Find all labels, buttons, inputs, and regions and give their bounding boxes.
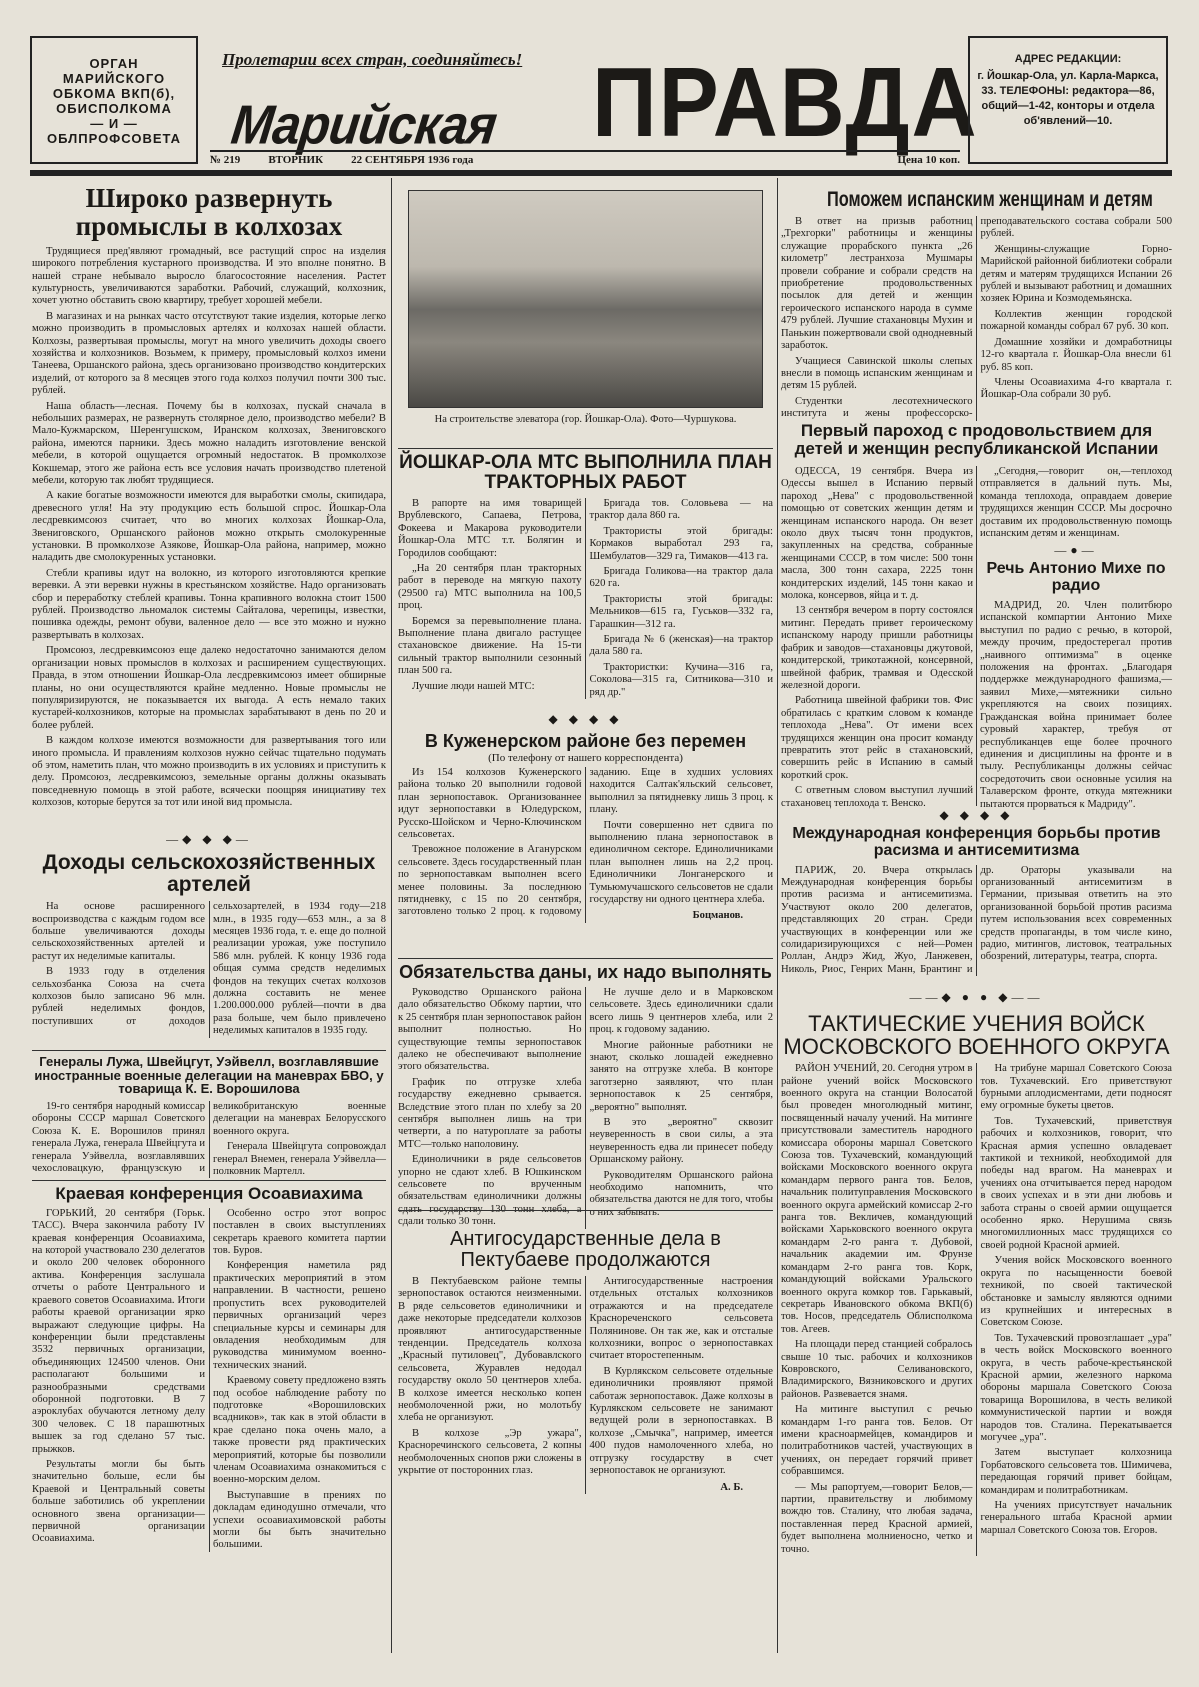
paragraph: Тревожное положение в Агануpском сельсовете. Здесь государственный план по зернопоставкам выполнен всего менее половины. За последнюю пятидневку, с 15 по 20 сентября, заготовлено только 2 проц. к годовому заданию. Еще в худших условиях находится Салтак'яльский сельсовет, выполнил за пятидневку лишь 3 проц. к плану. [398, 766, 773, 918]
article-kuzhener [398, 728, 773, 954]
paragraph: В Курлякском сельсовете отдельные единоличники проявляют прямой саботаж зернопоставок. Даже колхозы в Курлякском сельсовете не занимают ведущей роли в зернопоставках. В колхозе „Смычка", например, имеется 400 пудов намолоченного хлеба, но отгрузку государству в счет зернопоставок не организуют. [589, 1365, 773, 1477]
headline: Речь Антонио Михе по радио [986, 560, 1166, 595]
paragraph: Учения войск Московского военного округа по насыщенности боевой техникой, по своей тактической обстановке и замыслу являются одними из крупнейших и интересных в Советском Союзе. [980, 1255, 1172, 1329]
paragraph: На митинге выступил с речью командарм 1-го ранга тов. Белов. От имени красноармейцев, командиров и политработников частей, участвующих в учениях, он передает горячий привет собравшимся. [781, 1404, 973, 1478]
paragraph: Трудящиеся пред'являют громадный, все растущий спрос на изделия широкого потребления кустарного производства. И это вполне понятно. В нашей стране небывало выросло благосостояние населения. Растет культурность, увеличиваются заработки. Рабочий, служащий, колхозник, хочет уютно обставить свою квартиру, требует хорошей мебели. [32, 245, 386, 307]
paragraph: Особенно остро этот вопрос поставлен в своих выступлениях секретарь краевого комитета партии тов. Буров. [213, 1207, 386, 1257]
headline [781, 188, 1172, 211]
headline: Генералы Лужа, Швейцгут, Уэйвелл, возглавлявшие иностранные военные делегации на маневрах БВО, у товарища К. Е. Ворошилова [34, 1054, 384, 1097]
paragraph: Боремся за перевыполнение плана. Выполнение плана двигало растущее стахановское движение. На 15-ти сильный трактор выполнили сезонный план 500 га. [398, 615, 582, 677]
paragraph: Не лучше дело и в Марковском сельсовете. Здесь единоличники сдали всего лишь 9 центнеров хлеба, или 2 проц. к годовому заданию. [589, 986, 773, 1036]
article-body [32, 1208, 386, 1552]
article-body [398, 1276, 773, 1494]
column-rule [976, 466, 977, 806]
paragraph: Бригада № 6 (женская)—на трактор дала 580 га. [589, 633, 773, 658]
paragraph: Бригада Голикова—на трактор дала 620 га. [589, 565, 773, 590]
organ-line: ОБЛПРОФСОВЕТА [46, 131, 182, 146]
article-exercises [781, 1008, 1172, 1653]
paragraph: Единоличники в ряде сельсоветов упорно не сдают хлеб. В Юшкинском сельсовете по врученным обязательствам единоличники должны сдать государству 130 тонн хлеба, а сдали только 30 тонн. [398, 1154, 582, 1228]
paragraph: ПАРИЖ, 20. Вчера открылась Международная конференция борьбы против расизма и антисемитизма. Участвуют около 200 делегатов, представляющих 20 стран. Среди участвующих в конференции или же солидаризирующихся с ней—Ромен Роллан, Андрэ Жид, Жуо, Ланжевен, Николь, Риос, Генрих Манн, Брантинг и др. Ораторы указывали на организованный антисемитизм в Германии, призывая ответить на это организованной борьбой против расизма путем использования всех современных средств пропаганды, в том числе кино, радио, митингов, листовок, театральных обозрений, литературы, театра, спорта. [781, 864, 1172, 975]
article-spain-help [781, 184, 1172, 419]
ornament-divider: ◆ ◆ ◆ ◆ [939, 808, 1014, 822]
address-box [968, 36, 1168, 164]
ornament-divider: —●— [1054, 543, 1098, 558]
paragraph: Бригада тов. Соловьева — на трактор дала 860 га. [589, 497, 773, 522]
ornament-divider: ◆ ◆ ◆ ◆ [548, 712, 623, 726]
paragraph: На основе расширенного воспроизводства с каждым годом все больше увеличиваются доходы сельскохозяйственных артелей и растут их неделимые капиталы. [32, 901, 205, 962]
paragraph: — Мы рапортуем,—говорит Белов,—партии, правительству и любимому вождю тов. Сталину, что любая задача, поставленная перед Красной армией, будет выполнена молниеносно, четко и точно. [781, 1481, 973, 1555]
headline: Доходы сельскохозяйственных артелей [42, 851, 376, 897]
paragraph: На площади перед станцией собралось свыше 10 тыс. рабочих и колхозников Ковровского, Селивановского, Владимирского, Вязниковского и других районов. Развевается знамя. [781, 1339, 973, 1400]
subheadline: (По телефону от нашего корреспондента) [488, 751, 683, 764]
photo-elevator-construction [408, 190, 763, 408]
photo-caption: На строительстве элеватора (гор. Йошкар-Ола). Фото—Чуршукова. [434, 414, 737, 425]
column-rule [391, 178, 392, 1653]
article-body [980, 466, 1172, 540]
article-osoaviakhim [32, 1180, 386, 1650]
paragraph: Наша область—лесная. Почему бы в колхозах, пускай сначала в небольших размерах, не развернуть столярное дело, производство мебели? В Мало-Кужмарском, Шеренгушском, Иранском колхозах, Звениговского района, имеются парники. Здесь можно наладить изготовление венской мебели, в которой ощущается огромный недостаток. В промколхозе Кокшемар, этого же района есть все условия начать производство плетеной мебели, которую так любят трудящиеся. [32, 400, 386, 486]
paragraph: Многие районные работники не знают, сколько лошадей ежедневно занято на отгрузке хлеба. В конторе заготзерно заявляют, что план зернопоставок к 25 сентября, „вероятно" выполнят. [589, 1039, 773, 1113]
paragraph: На учениях присутствует начальник генерального штаба Красной армии маршал Советского Союза тов. Егоров. [980, 1500, 1172, 1536]
paragraph: МАДРИД, 20. Член политбюро испанской компартии Антонио Михе выступил по радио с речью, в которой, между прочим, предостерегал против „наивного оптимизма" в оценке положения на фронтах. „Благодаря поддержке международного фашизма,—заявил Михе,—мятежники сильно укрепляются на своих позициях. Гражданская война принимает более суровый характер, требуя от республиканцев еще более прочного единения и дисциплины на фронте и в тылу. Республиканцы должны сейчас сосредоточить свои основные усилия на Талаверском фронте, откуда мятежники пытаются прорваться к Мадриду". [980, 600, 1172, 810]
paragraph: В Пектубаевском районе темпы зернопоставок остаются неизменными. В ряде сельсоветов единоличники и даже некоторые председатели колхозов проявляют антигосударственные тенденции. Председатель колхоза „Красный путиловец", Дубовавлского сельсовета, Журавлев недодал государству около 50 центнеров хлеба. В колхозе имеется несколько копен необмолоченной ржи, но молотьбу хлеба не организуют. [398, 1276, 582, 1424]
paragraph: 13 сентября вечером в порту состоялся митинг. Передать привет героическому испанскому народу пришли работницы фабрик и заводов—стахановцы джутовой, кондитерской, трикотажной, консервной, швейной фабрик, трамвая и Одесской железной дороги. [781, 605, 973, 691]
paragraph: В магазинах и на рынках часто отсутствуют такие изделия, которые легко можно производить в промысловых артелях и колхозах нашей области. Колхозы, развертывая промыслы, могут на много увеличить доходы своего хозяйства и колхозников. Возьмем, к примеру, промысловый колхоз имени Танеева, Оршанского района, здесь организовано производство кондитерских изделий, от которого за 8 месяцев этого года колхоз получил почти 300 тыс. рублей. [32, 310, 386, 397]
paragraph: Из 154 колхозов Куженерского района только 20 выполнили годовой план зернопоставок. Организованнее идут зернопоставки в Юледурском, Русско-Шойском и Черно-Ключинском сельсоветах. [398, 766, 582, 840]
address-title: АДРЕС РЕДАКЦИИ: [1014, 53, 1122, 65]
organ-box [30, 36, 198, 164]
issue-number: № 219 [210, 154, 241, 166]
headline: Международная конференция борьбы против расизма и антисемитизма [792, 825, 1161, 859]
paragraph: Выступавшие в прениях по докладам единодушно отмечали, что успехи осоавиахимовской работы могли бы быть значительно большими. [213, 1489, 386, 1551]
article-steamer-cont [980, 466, 1172, 810]
paragraph: Руководителям Оршанского района необходимо напомнить, что обязательства даются не для того, чтобы о них забывать. [589, 1169, 773, 1218]
article-lead [32, 180, 386, 830]
article-body [398, 987, 773, 1229]
paragraph: „Сегодня,—говорит он,—теплоход отправляется в дальний путь. Мы, команда теплохода, оправдаем доверие трудящихся женщин СССР. Мы досрочно доставим их продовольственную помощь испанским детям и женщинам. [980, 466, 1172, 540]
paragraph: Антигосударственные настроения отдельных отсталых колхозников отражаются и на председателе Краснореченского сельсовета Полянинове. Он так же, как и отсталые колхозники, вопрос о зернопоставках считает второстепенным. [589, 1276, 773, 1362]
slogan: Пролетарии всех стран, соединяйтесь! [222, 50, 523, 69]
paragraph: Краевому совету предложено взять под особое наблюдение работу по подготовке «Ворошиловских всадников», так как в этой области в крае сделано пока очень мало, а также провести ряд практических мероприятий, которые бы позволили членам Осоавиахима ознакомиться с военно-морским делом. [213, 1375, 386, 1486]
headline: Краевая конференция Осоавиахима [55, 1184, 363, 1203]
address-text: г. Йошкар-Ола, ул. Карла-Маркса, 33. ТЕЛЕФОНЫ: редактора—86, общий—1-42, конторы и отдела об'явлений—10. [977, 70, 1159, 127]
paragraph: В каждом колхозе имеются возможности для развертывания того или иного промысла. И правлениям колхозов нужно сейчас тщательно подумать об этом, наметить план, что можно производить в их условиях и приступить к делу. Промсоюз, лесдревкимсоюз, земельные органы должны оказывать повседневную помощь в этой работе, всячески поощряя инициативу тех колхозов, которые берутся за тот или иной вид промысла. [32, 735, 386, 809]
masthead-rule [30, 170, 1172, 176]
ornament-divider: —◆ ◆ ◆— [166, 832, 252, 846]
paragraph: Женщины-служащие Горно-Марийской районной библиотеки собрали детям и матерям трудящихся Испании 26 рублей и вызывают работниц и домашних хозяек Юрина и Козмодемьянска. [980, 243, 1172, 305]
issue-date: 22 СЕНТЯБРЯ 1936 года [351, 154, 474, 166]
article-racism [781, 822, 1172, 990]
article-body [781, 216, 1172, 421]
paragraph: В ответ на призыв работниц „Трехгорки" работницы и женщины служащие прорабского пункта „26 километр" лестранхоза Мушмары провели собрание и собрали средств на приобретение продовольственных посылок для детей и женщин героического испанского народа в сумме 479 рублей. Лучшие стахановцы Мухин и Панькин пожертвовали свой однодневный заработок. [781, 216, 973, 352]
headline: Первый пароход с продовольствием для детей и женщин республиканской Испании [794, 421, 1159, 458]
paragraph: Затем выступает колхозница Горбатовского сельсовета тов. Шимичева, передающая горячий привет бойцам, командирам и политработникам. [980, 1447, 1172, 1496]
article-body [398, 498, 773, 699]
paragraph: Стебли крапивы идут на волокно, из которого изготовляются крепкие веревки. А эти веревки нужны в крестьянском хозяйстве. Надо организовать сбор и переработку стеблей крапивы. Тонна крапивного волокна стоит 1500 рублей. Производство льномалок системы Сайталова, черепицы, известки, пошивка одежды, ремонт обуви, валенное дело — все это можно и нужно развертывать в колхозах. [32, 567, 386, 641]
paragraph: С ответным словом выступил лучший стахановец теплохода т. Венско. [781, 785, 973, 809]
paragraph: Коллектив женщин городской пожарной команды собрал 67 руб. 30 коп. [980, 308, 1172, 333]
paragraph: ГОРЬКИЙ, 20 сентября (Горьк. ТАСС). Вчера закончила работу IV краевая конференция Осоавиахима, на которой участвовало 230 делегатов и около 200 человек оборонного актива. Конференция заслушала отчеты о работе Центрального и краевого советов Осоавиахима. Итоги работы краевой организации ярко выражают следующие цифры. На конференции были представлены 3532 первичных организации, объединяющих 124500 членов. Они располагают большими и разнообразными средствами оборонной подготовки. В 7 аэроклубах обучаются летному делу 300 человек. С 18 парашютных вышек за год сделано 57 тыс. прыжков. [32, 1207, 205, 1455]
paragraph: Тов. Тухачевский провозглашает „ура" в честь войск Московского военного округа, в честь рабоче-крестьянской Красной армии, железного наркома обороны маршала Советского Союза товарища Ворошилова, в честь великой коммунистической партии и вождя народов тов. Сталина. Перекатывается могучее „ура". [980, 1332, 1172, 1443]
headline: ЙОШКАР-ОЛА МТС ВЫПОЛНИЛА ПЛАН ТРАКТОРНЫХ РАБОТ [399, 452, 772, 493]
paragraph: Студентки лесотехнического института и жены профессорско-преподавательского состава собрали 500 рублей. [781, 216, 1172, 420]
dateline [210, 150, 960, 166]
article-pektubaevo [398, 1210, 773, 1655]
headline: В Куженерском районе без перемен [424, 731, 747, 751]
article-generals [32, 1050, 386, 1177]
paragraph: Трактористы этой бригады: Кормаков выработал 293 га, Шембулатов—329 га, Тимаков—413 га. [589, 525, 773, 562]
paragraph: А какие богатые возможности имеются для выработки смолы, скипидара, древесного угля! На эту продукцию есть большой спрос. Йошкар-Ола лесдревкимсоюз считает, что во многих колхозах Йошкар-Ола, Звениговского, Оршанского районов можно открыть смолокуренные установки. В промколхозе Азякове, Йошкар-Ола района, например, можно наладить две смолокуренных установки. [32, 490, 386, 564]
paragraph: Руководство Оршанского района дало обязательство Обкому партии, что к 25 сентября план зернопоставок район выполнит полностью. Но существующие темпы зернопоставок далеко не обеспечивают выполнение этого обязательства. [398, 986, 582, 1073]
article-body [32, 901, 386, 1037]
article-income [32, 848, 386, 1038]
paragraph: В колхозе „Эр ужара", Красноречинского сельсовета, 2 копны необмолоченных снопов ржи сложены в укрытие от посторонних глаз. [398, 1427, 582, 1477]
paragraph: Почти совершенно нет сдвига по выполнению плана зернопоставок в единоличном секторе. Единоличниками план выполнен лишь на 2,2 проц. Единоличники Лонганерского и Тумьюмучашского сельсоветов не сдали государству ни одного центнера хлеба. [589, 819, 773, 905]
paragraph: Конференция наметила ряд практических мероприятий в этом направлении. В частности, решено пропустить всех руководителей первичных организаций через специальные курсы и семинары для овладения необходимым для руководства минимумом военно-технических знаний. [213, 1260, 386, 1371]
paragraph: РАЙОН УЧЕНИЙ, 20. Сегодня утром в районе учений войск Московского военного округа на станции Волосатой был проведен многолюдный митинг, посвященный началу учений. На митинге присутствовали заместитель народного комиссара обороны маршал Советского Союза тов. Тухачевский, командующий войсками Московского военного округа командарм первого ранга тов. Белов, начальник политуправления Московского военного округа армейский комиссар 2-го ранга тов. Векличев, командующий войсками Харьковского военного округа командарм 2-го ранга т. Дубовой, начальник академии им. Фрунзе командарм 2-го ранга тов. Корк, командующий войсками Уральского военного округа комкор тов. Гарькавый, секретарь Ивановского обкома ВКП(б) тов. Носов, председатель Облисполкома тов. Агеев. [781, 1063, 973, 1335]
paragraph: В 1933 году в отделения сельхозбанка Союза на счета колхозов было записано 96 млн. рублей неделимых фондов, поступивших от доходов сельхозартелей, в 1934 году—218 млн., в 1935 году—653 млн., а за 8 месяцев 1936 года, т. е. еще до полной реализации урожая, уже поступило 586 млн. рублей. К концу 1936 года общая сумма средств неделимых фондов на текущих счетах колхозов должна составить не менее 1.200.000.000 рублей—почти в два раза больше, чем было привлечено неделимых капиталов в 1935 году. [32, 901, 386, 1037]
article-body [32, 246, 386, 810]
organ-line: ОБИСПОЛКОМА [56, 101, 172, 116]
headline: Обязательства даны, их надо выполнять [399, 962, 772, 982]
article-body [398, 767, 773, 923]
headline: ТАКТИЧЕСКИЕ УЧЕНИЯ ВОЙСК МОСКОВСКОГО ВОЕННОГО ОКРУГА [783, 1011, 1170, 1060]
paragraph: Промсоюз, лесдревкимсоюз еще далеко недостаточно занимаются делом организации новых промыслов в колхозах и расширением существующих. Правда, в этом отношении Йошкар-Ола лесдревкимсоюз имеет обширные планы, но они осуществляются крайне медленно. Новые промыслы не популяризируются, не показывается их выгода. А есть немало таких кустарей-колхозников, которые на промыслах зарабатывают в день по 20 и более рублей. [32, 645, 386, 731]
paragraph: На трибуне маршал Советского Союза тов. Тухачевский. Его приветствуют бурными аплодисментами, дети подносят ему огромные букеты цветов. [980, 1063, 1172, 1112]
paragraph: Трактористки: Кучина—316 га, Соколова—315 га, Ситникова—310 и ряд др." [589, 661, 773, 698]
paragraph: Работница швейной фабрики тов. Фис обратилась с кратким словом к команде теплохода „Нева". От имени всех трудящихся женщин она просит команду превратить этот рейс в стахановский, совершить рейс в Испанию в самый короткий срок. [781, 695, 973, 781]
column-rule [777, 178, 778, 1653]
paragraph: Трактористы этой бригады: Мельников—615 га, Гуськов—332 га, Гарашкин—312 га. [589, 593, 773, 630]
newspaper-title-right: ПРАВДА [592, 47, 979, 157]
weekday: ВТОРНИК [268, 154, 324, 166]
signature: А. Б. [720, 1481, 743, 1493]
ornament-divider: ——◆ ● ● ◆—— [909, 990, 1044, 1004]
organ-line: ОБКОМА ВКП(б), [52, 86, 176, 101]
price: Цена 10 коп. [897, 154, 960, 166]
paragraph: 19-го сентября народный комиссар обороны СССР маршал Советского Союза К. Е. Ворошилов принял генерала Лужа, генерала Швейцгута и генерала Уэйвелла, возглавлявших чехословацкую, французскую и великобританскую военные делегации на маневрах Белорусского военного округа. [32, 1100, 386, 1174]
paragraph: В рапорте на имя товарищей Врублевского, Сапаева, Петрова, Фокеева и Макарова руководители Йошкар-Ола МТС т.т. Болягин и Городилов сообщают: [398, 497, 582, 559]
article-body [781, 865, 1172, 977]
headline: Широко развернуть промыслы в колхозах [75, 183, 343, 242]
organ-line: МАРИЙСКОГО [62, 71, 166, 86]
organ-line: ОРГАН [89, 56, 139, 71]
paragraph: Результаты могли бы быть значительно больше, если бы Краевой и Центральный советы больше заботились об укреплении основного звена организации—первичной организации Осоавиахима. [32, 1458, 205, 1545]
paragraph: Члены Осоавиахима 4-го квартала г. Йошкар-Ола собрали 30 руб. [980, 376, 1172, 401]
paragraph: Домашние хозяйки и домработницы 12-го квартала г. Йошкар-Ола внесли 61 руб. 85 коп. [980, 336, 1172, 373]
paragraph: „На 20 сентября план тракторных работ в переводе на мягкую пахоту (29500 га) МТС выполнила на 100,5 проц. [398, 562, 582, 612]
article-mts [398, 448, 773, 710]
paragraph: ОДЕССА, 19 сентября. Вчера из Одессы вышел в Испанию первый пароход „Нева" с продовольственной помощью от советских женщин детям и женщинам испанского народа. Он везет около двух тысяч тонн продуктов, закупленных на средства, собранные женщинами СССР, в том числе: 500 тонн масла, 300 тонн сахара, 2225 тонн кондитерских изделий, 145 тонн какао и молока, консервов, яйца и т. д. [781, 466, 973, 602]
newspaper-title-left: Марийская [228, 94, 500, 156]
article-body [781, 1063, 1172, 1556]
organ-line: — И — [90, 116, 138, 131]
signature: Боцманов. [692, 910, 743, 922]
headline-text: Поможем испанским женщинам и детям [826, 188, 1153, 211]
article-steamer-headline [781, 422, 1172, 462]
article-obligations [398, 958, 773, 1228]
article-body [32, 1101, 386, 1178]
paragraph: Учащиеся Савинской школы слепых внесли в помощь испанским женщинам и детям 15 рублей. [781, 355, 973, 392]
article-body [980, 600, 1172, 811]
headline: Антигосударственные дела в Пектубаеве продолжаются [450, 1228, 721, 1271]
paragraph: Генерала Швейцгута сопровождал генерал Внемен, генерала Уэйвелла—полковник Мартелл. [213, 1141, 386, 1177]
paragraph: График по отгрузке хлеба государству ежедневно срывается. Вследствие этого план по хлебу за 20 сентября выполнен лишь на три четверти, а по натуроплате за работы МТС—только наполовину. [398, 1076, 582, 1150]
paragraph: В это „вероятно" сквозит неуверенность в свои силы, а эта неуверенность едва ли принесет победу Оршанскому району. [589, 1116, 773, 1166]
paragraph: Тов. Тухачевский, приветствуя рабочих и колхозников, говорит, что Красная армия успешно овладевает тактикой и техникой, необходимой для победы над врагом. На маневрах и учениях она отчитывается перед народом в своих успехах и в эти дни любовь и забота страны о своей армии ощущается особенно ярко. Нерушима связь многомиллионных масс трудящихся со своей родной Красной армией. [980, 1115, 1172, 1251]
article-steamer [781, 466, 973, 809]
article-body [781, 466, 973, 810]
paragraph: Лучшие люди нашей МТС: [412, 680, 535, 692]
